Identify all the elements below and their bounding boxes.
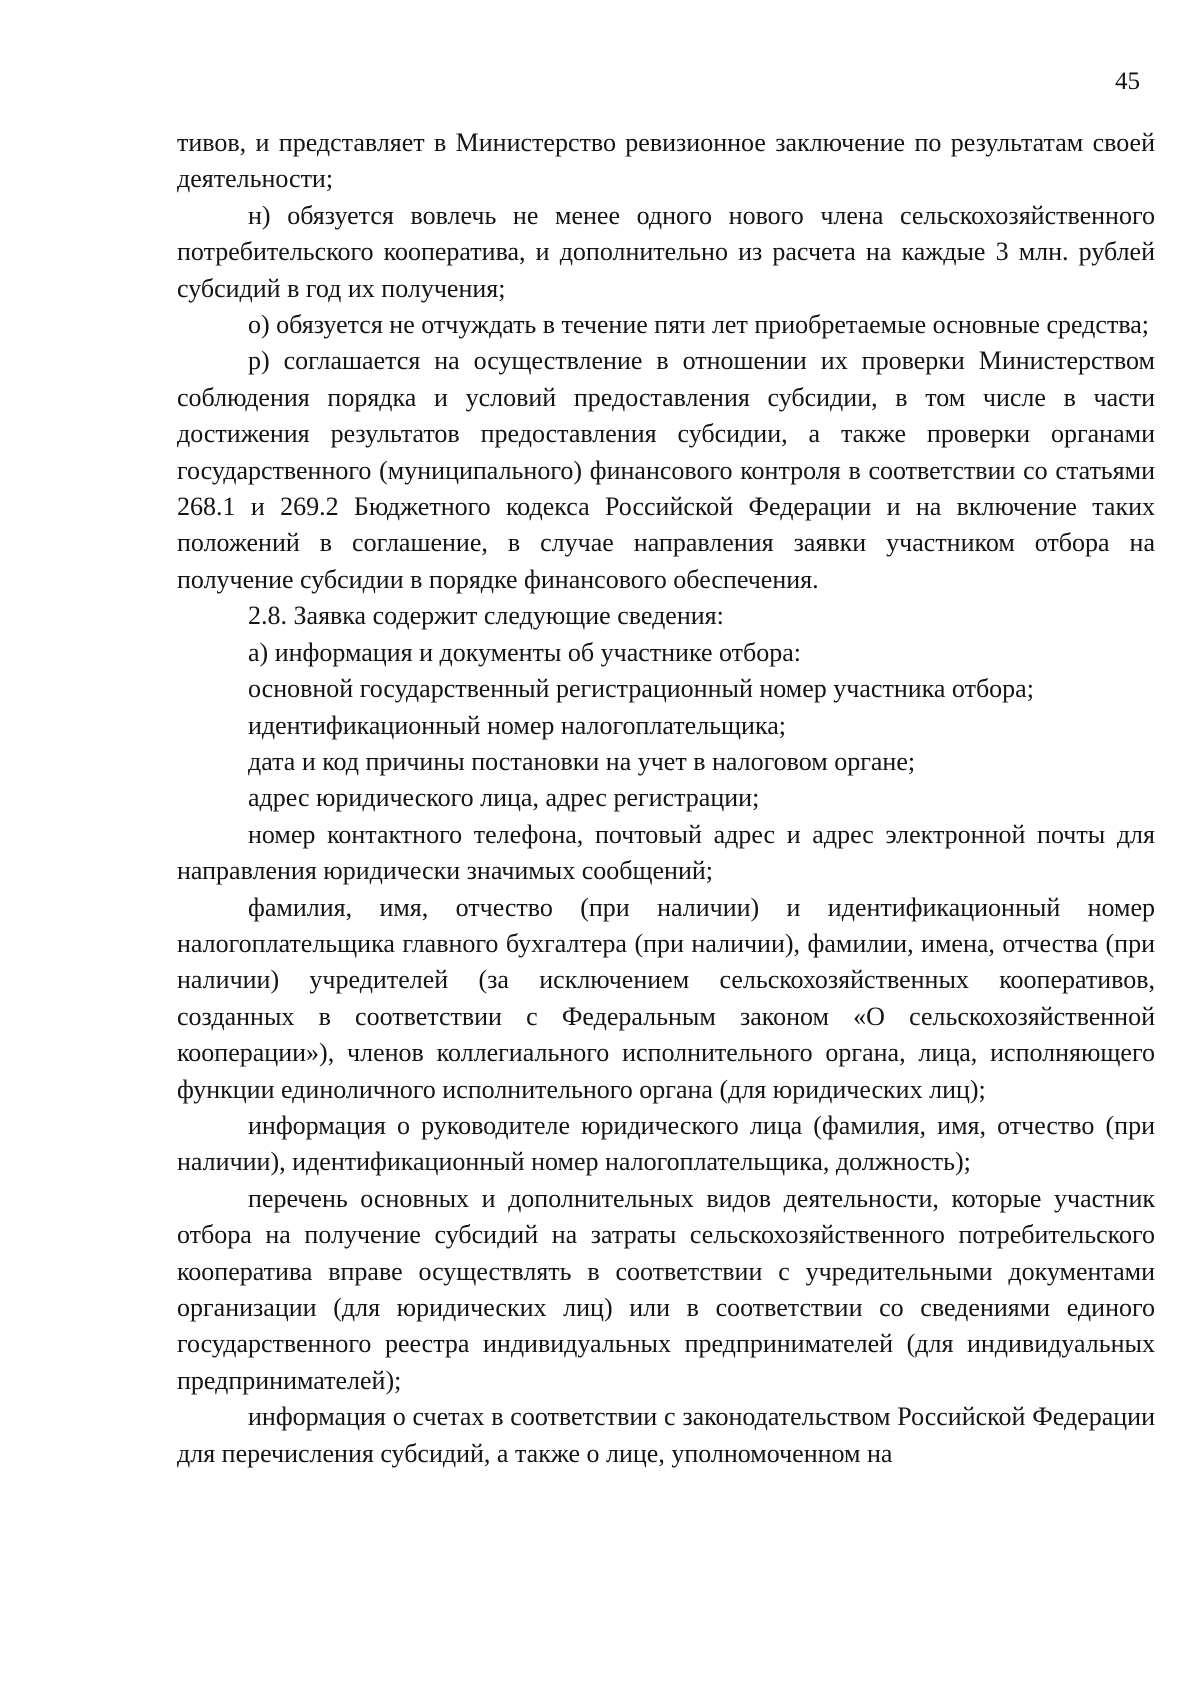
paragraph-activities: перечень основных и дополнительных видов деятельности, которые участник отбора на получение субсидий на затраты сельскохозяйственного потребительского кооператива вправе осуществлять в соответствии с учредительными документами организации (для юридических лиц) или в соответствии со сведениями единого государственного реестра индивидуальных предпринимателей (для индивидуальных предпринимателей); bbox=[177, 1183, 1155, 1395]
document-body bbox=[177, 125, 1155, 1472]
paragraph-head-info: информация о руководителе юридического лица (фамилия, имя, отчество (при наличии), идентификационный номер налогоплательщика, должность); bbox=[177, 1110, 1155, 1177]
paragraph-item-n: н) обязуется вовлечь не менее одного нового члена сельскохозяйственного потребительского кооператива, и дополнительно из расчета на каждые 3 млн. рублей субсидий в год их получения; bbox=[177, 200, 1155, 303]
page-number: 45 bbox=[1115, 68, 1140, 95]
paragraph-continuation: тивов, и представляет в Министерство ревизионное заключение по результатам своей деятельности; bbox=[177, 128, 1155, 194]
paragraph-accountant-founders: фамилия, имя, отчество (при наличии) и идентификационный номер налогоплательщика главного бухгалтера (при наличии), фамилии, имена, отчества (при наличии) учредителей (за исключением сельскохозяйственных кооперативов, созданных в соответствии с Федеральным законом «О сельскохозяйственной кооперации»), членов коллегиального исполнительного органа, лица, исполняющего функции единоличного исполнительного органа (для юридических лиц); bbox=[177, 892, 1155, 1104]
paragraph-section-2-8: 2.8. Заявка содержит следующие сведения: bbox=[248, 601, 724, 631]
paragraph-item-o: о) обязуется не отчуждать в течение пяти лет приобретаемые основные средства; bbox=[248, 310, 1150, 340]
paragraph-item-a: а) информация и документы об участнике отбора: bbox=[248, 637, 801, 667]
paragraph-address: адрес юридического лица, адрес регистрации; bbox=[248, 783, 760, 813]
paragraph-inn: идентификационный номер налогоплательщика; bbox=[248, 710, 786, 740]
paragraph-contacts: номер контактного телефона, почтовый адрес и адрес электронной почты для направления юридически значимых сообщений; bbox=[177, 819, 1155, 886]
paragraph-item-r: р) соглашается на осуществление в отношении их проверки Министерством соблюдения порядка и условий предоставления субсидии, в том числе в части достижения результатов предоставления субсидии, а также проверки органами государственного (муниципального) финансового контроля в соответствии со статьями 268.1 и 269.2 Бюджетного кодекса Российской Федерации и на включение таких положений в соглашение, в случае направления заявки участником отбора на получение субсидии в порядке финансового обеспечения. bbox=[177, 346, 1155, 594]
paragraph-accounts: информация о счетах в соответствии с законодательством Российской Федерации для перечисления субсидий, а также о лице, уполномоченном на bbox=[177, 1402, 1155, 1468]
paragraph-ogrn: основной государственный регистрационный номер участника отбора; bbox=[248, 674, 1034, 704]
paragraph-kpp: дата и код причины постановки на учет в налоговом органе; bbox=[248, 746, 916, 776]
